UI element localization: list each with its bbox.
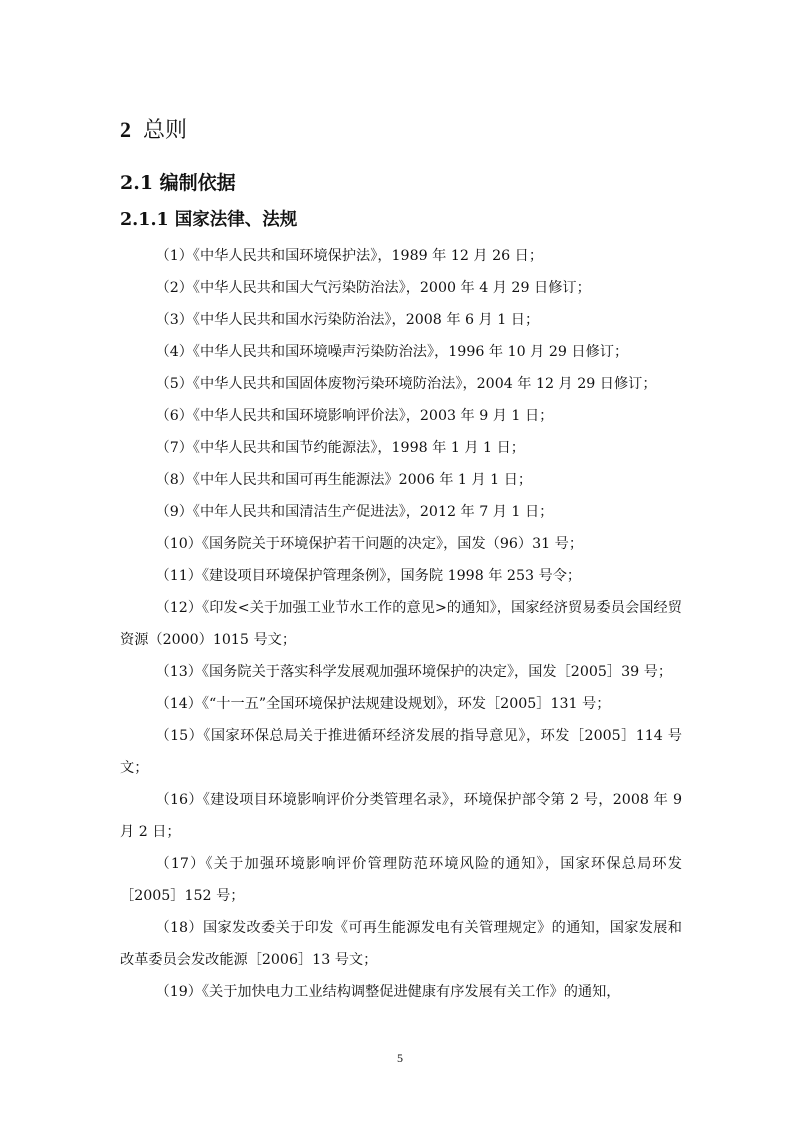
chapter-title: 总则 xyxy=(143,118,188,143)
section-heading: 2.1 编制依据 xyxy=(120,172,236,194)
list-item: （12）《印发<关于加强工业节水工作的意见>的通知》，国家经济贸易委员会国经贸资源（2000）1015 号文； xyxy=(120,600,682,648)
list-item: （19）《关于加快电力工业结构调整促进健康有序发展有关工作》的通知， xyxy=(155,984,621,1000)
chapter-heading xyxy=(120,114,187,147)
list-item: （8）《中年人民共和国可再生能源法》2006 年 1 月 1 日； xyxy=(155,472,533,488)
list-item: （18）国家发改委关于印发《可再生能源发电有关管理规定》的通知，国家发展和改革委员会发改能源［2006］13 号文； xyxy=(120,920,682,968)
list-item: （1）《中华人民共和国环境保护法》，1989 年 12 月 26 日； xyxy=(155,248,544,264)
page-number: 5 xyxy=(397,1051,403,1065)
list-item: （6）《中华人民共和国环境影响评价法》，2003 年 9 月 1 日； xyxy=(155,408,554,424)
list-item: （10）《国务院关于环境保护若干问题的决定》，国发（96）31 号； xyxy=(155,536,584,552)
chapter-number: 2 xyxy=(120,117,131,142)
list-item: （2）《中华人民共和国大气污染防治法》，2000 年 4 月 29 日修订； xyxy=(155,280,591,296)
list-item: （13）《国务院关于落实科学发展观加强环境保护的决定》，国发［2005］39 号； xyxy=(155,664,673,680)
list-item: （16）《建设项目环境影响评价分类管理名录》，环境保护部令第 2 号，2008 年 9 月 2 日； xyxy=(120,792,682,840)
list-item: （9）《中年人民共和国清洁生产促进法》，2012 年 7 月 1 日； xyxy=(155,504,554,520)
list-item: （4）《中华人民共和国环境噪声污染防治法》，1996 年 10 月 29 日修订； xyxy=(155,344,629,360)
list-item: （7）《中华人民共和国节约能源法》，1998 年 1 月 1 日； xyxy=(155,440,525,456)
subsection-heading: 2.1.1 国家法律、法规 xyxy=(120,210,298,230)
regulation-list xyxy=(120,240,682,1008)
list-item: （3）《中华人民共和国水污染防治法》，2008 年 6 月 1 日； xyxy=(155,312,540,328)
list-item: （14）《“十一五”全国环境保护法规建设规划》，环发［2005］131 号； xyxy=(155,696,611,712)
list-item: （5）《中华人民共和国固体废物污染环境防治法》，2004 年 12 月 29 日修订； xyxy=(155,376,657,392)
list-item: （17）《关于加强环境影响评价管理防范环境风险的通知》，国家环保总局环发［2005］152 号； xyxy=(120,856,682,904)
list-item: （11）《建设项目环境保护管理条例》，国务院 1998 年 253 号令； xyxy=(155,568,582,584)
list-item: （15）《国家环保总局关于推进循环经济发展的指导意见》，环发［2005］114 号文； xyxy=(120,728,682,776)
